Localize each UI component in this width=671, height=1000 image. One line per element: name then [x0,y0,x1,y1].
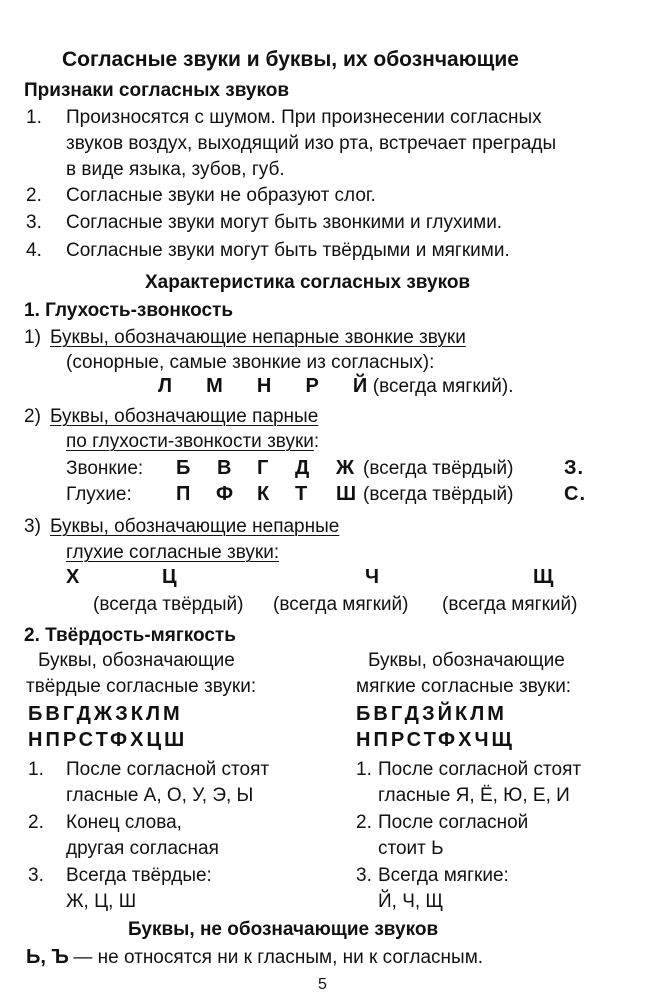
hard-rule-2-line-2: другая согласная [66,838,219,859]
silent-letters-line [26,946,483,969]
note-ts: (всегда твёрдый) [93,594,244,615]
sign-1-number: 1. [26,107,42,128]
hard-col-line-2: твёрдые согласные звуки: [26,676,257,697]
hard-col-line-1: Буквы, обозначающие [38,650,235,671]
p3-heading-line-1: Буквы, обозначающие непарные [50,516,340,537]
sign-4-text: Согласные звуки могут быть твёрдыми и мягкими. [66,240,510,261]
soft-rule-3-number: 3. [356,865,372,886]
note-ch: (всегда мягкий) [273,594,409,615]
letter-kh: Х [66,566,81,588]
soft-letters-row-1: БВГДЗЙКЛМ [356,703,507,725]
p3-number: 3) [24,516,41,537]
soft-rule-2-number: 2. [356,812,372,833]
voiced-d: Д [295,457,311,479]
p1-number: 1) [24,327,41,348]
p3-heading-line-2: глухие согласные звуки: [66,542,280,563]
sign-3-number: 3. [26,212,42,233]
soft-rule-3-line-2: Й, Ч, Щ [378,891,444,912]
soft-rule-1-number: 1. [356,759,372,780]
hard-letters-row-1: БВГДЖЗКЛМ [28,703,183,725]
sign-2-number: 2. [26,185,42,206]
letter-ch: Ч [365,566,381,588]
sign-3-text: Согласные звуки могут быть звонкими и глухими. [66,212,503,233]
page-title: Согласные звуки и буквы, их обознчающие [62,48,519,71]
page-number: 5 [318,976,327,993]
voiceless-note: (всегда твёрдый) [363,484,514,505]
letter-shch: Щ [533,566,555,588]
silent-letters-text: — не относятся ни к гласным, ни к согласным. [73,947,484,968]
sonorant-letters: Л М Н Р Й [158,375,369,397]
soft-letters-row-2: НПРСТФХЧЩ [356,729,515,751]
voicing-heading: 1. Глухость-звонкость [24,300,234,321]
sonorant-note: (всегда мягкий). [372,376,514,397]
p2-number: 2) [24,406,41,427]
hardness-heading: 2. Твёрдость-мягкость [24,625,236,646]
hard-rule-3-number: 3. [28,865,44,886]
sonorant-letters-line [158,375,513,398]
voiceless-extra: С. [564,483,586,505]
soft-col-line-2: мягкие согласные звуки: [356,676,572,697]
sign-2-text: Согласные звуки не образуют слог. [66,185,376,206]
voiced-b: Б [176,457,192,479]
note-shch: (всегда мягкий) [442,594,578,615]
soft-rule-2-line-1: После согласной [378,812,529,833]
voiceless-t: Т [295,483,309,505]
p1-heading: Буквы, обозначающие непарные звонкие звуки [50,327,466,348]
sign-1-line-2: звуков воздух, выходящий изо рта, встречает преграды [66,133,557,154]
soft-rule-1-line-1: После согласной стоят [378,759,582,780]
voiceless-f: Ф [216,483,235,505]
sign-1-line-1: Произносятся с шумом. При произнесении согласных [66,107,542,128]
silent-letters-heading: Буквы, не обозначающие звуков [128,919,439,940]
hard-rule-2-number: 2. [28,812,44,833]
hard-rule-2-line-1: Конец слова, [66,812,182,833]
p2-heading-line-2-wrap [66,431,319,453]
voiced-label: Звонкие: [66,458,144,479]
silent-letters: Ь, Ъ [26,946,69,968]
p1-subtitle: (сонорные, самые звонкие из согласных): [66,352,435,373]
voiced-g: Г [257,457,270,479]
voiceless-k: К [257,483,271,505]
sign-4-number: 4. [26,240,42,261]
sign-1-line-3: в виде языка, зубов, губ. [66,159,285,180]
hard-rule-1-number: 1. [28,759,44,780]
letter-ts: Ц [162,566,178,588]
soft-rule-3-line-1: Всегда мягкие: [378,865,509,886]
hard-rule-3-line-2: Ж, Ц, Ш [66,891,137,912]
voiced-extra: З. [564,457,585,479]
voiced-zh: Ж [336,457,356,479]
p2-colon: : [313,431,320,452]
characteristics-heading: Характеристика согласных звуков [145,272,471,293]
hard-rule-1-line-1: После согласной стоят [66,759,270,780]
voiced-v: В [217,457,233,479]
voiceless-sh: Ш [336,483,358,505]
soft-rule-1-line-2: гласные Я, Ё, Ю, Е, И [378,785,570,806]
hard-rule-3-line-1: Всегда твёрдые: [66,865,212,886]
voiceless-label: Глухие: [66,484,132,505]
voiceless-p: П [176,483,192,505]
signs-heading: Признаки согласных звуков [24,80,290,101]
soft-rule-2-line-2: стоит Ь [378,838,444,859]
hard-letters-row-2: НПРСТФХЦШ [28,729,188,751]
soft-col-line-1: Буквы, обозначающие [368,650,565,671]
p2-heading-line-1: Буквы, обозначающие парные [50,406,319,427]
p2-heading-line-2: по глухости-звонкости звуки [66,431,314,452]
voiced-note: (всегда твёрдый) [363,458,514,479]
hard-rule-1-line-2: гласные А, О, У, Э, Ы [66,785,254,806]
